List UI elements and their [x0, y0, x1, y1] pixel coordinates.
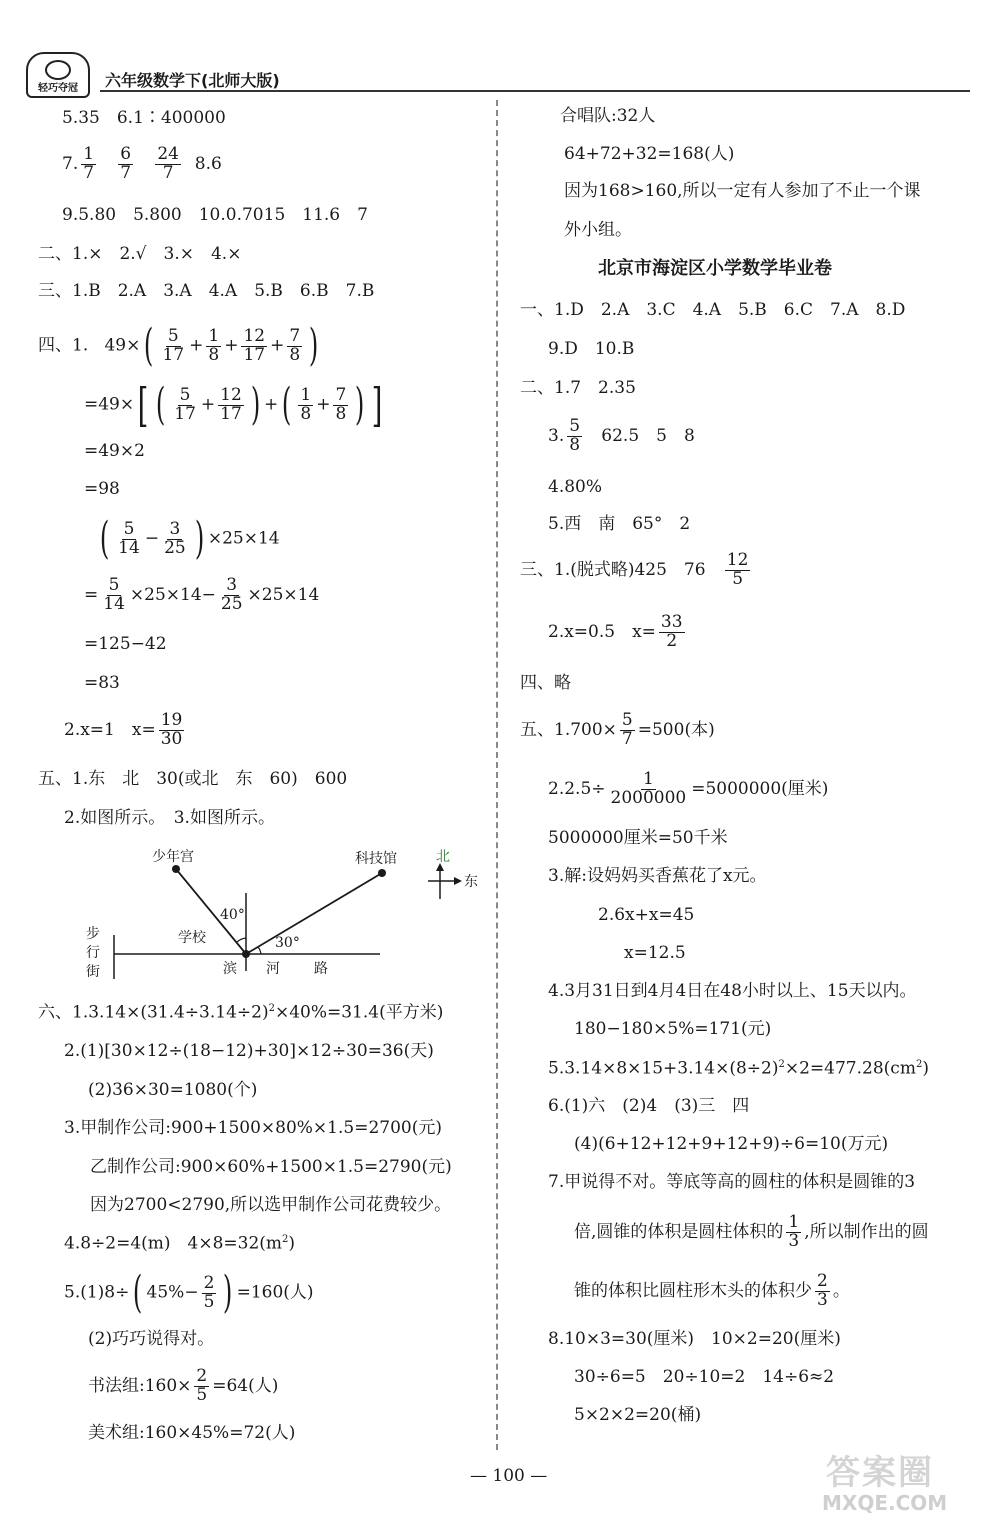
brand-logo [26, 52, 90, 98]
svg-text:滨: 滨 [223, 961, 237, 977]
answer-line: (2)巧巧说得对。 [88, 1329, 215, 1349]
equation-line: = $\frac{5}{14}$ ×25×14− $\frac{3}{25}$ ×25×14 [84, 575, 320, 614]
answer-line: $5.3.14\times 8\times 15+3.14\times(8\div 2)^2\times 2=477.28(cm^2)$ [548, 1058, 929, 1079]
equation-line: 书法组:160× $\frac{2}{5}$ =64(人) [88, 1366, 279, 1405]
equation-line: 5.(1)8÷( 45%− $\frac{2}{5}$ ) =160(人) [64, 1267, 314, 1318]
equation-line: 3. $\frac{5}{8}$ 62.5 5 8 [548, 416, 695, 455]
label-school: 学校 [178, 930, 206, 946]
logo-text: 轻巧夺冠 [38, 83, 78, 94]
equation-line: ( $\frac{5}{14}$ − $\frac{3}{25}$ ) ×25×14 [99, 513, 280, 564]
answer-line: 5.西 南 65° 2 [548, 514, 691, 534]
svg-text:东: 东 [464, 874, 478, 890]
item-number: 7. [62, 153, 79, 174]
compass-icon [428, 849, 478, 899]
answer-line: 6.(1)六 (2)4 (3)三 四 [548, 1096, 750, 1116]
answer-line: 2.(1)[30×12÷(18−12)+30]×12÷30=36(天) [64, 1041, 434, 1061]
svg-text:北: 北 [436, 849, 450, 865]
svg-text:答案圈: 答案圈 [826, 1453, 934, 1493]
answer-line: 4.80% [548, 477, 603, 497]
answer-line: 六、$1.3.14\times(31.4\div 3.14\div 2)^2\times 40\%=31.4$(平方米) [38, 1002, 444, 1023]
svg-text:步: 步 [86, 926, 100, 942]
answer-line: 因为2700<2790,所以选甲制作公司花费较少。 [90, 1195, 452, 1215]
answer-line: 四、略 [520, 673, 571, 693]
label-young-palace: 少年宫 [152, 849, 194, 865]
equation-line: 三、1.(脱式略)425 76 $\frac{12}{5}$ [520, 550, 749, 589]
answer-line: x=12.5 [624, 943, 686, 963]
equation-line: =49×[ ( $\frac{5}{17}$ + $\frac{12}{17}$ ) +( $\frac{1}{8}$ + $\frac{7}{8}$ ) ] [84, 378, 383, 432]
angle-40: 40° [220, 907, 245, 923]
answer-line: 5×2×2=20(桶) [574, 1405, 702, 1425]
equation-line: =125−42 [84, 634, 167, 654]
label-sci-museum: 科技馆 [355, 851, 397, 867]
answer-line: (4)(6+12+12+9+12+9)÷6=10(万元) [574, 1134, 889, 1154]
answer-line: 乙制作公司:900×60%+1500×1.5=2790(元) [90, 1157, 452, 1177]
svg-text:MXQE.COM: MXQE.COM [822, 1491, 948, 1514]
equation-line: 2.2.5÷ $\frac{1}{2000000}$ =5000000(厘米) [548, 769, 829, 808]
equation-line: 锥的体积比圆柱形木头的体积少 $\frac{2}{3}$ 。 [574, 1271, 850, 1310]
fraction: $\frac{6}{7}$ [120, 144, 132, 183]
answer-line: 2.6x+x=45 [598, 905, 695, 925]
answer-line: 4.8÷2=4(m) $4\times 8=32(m^2)$ [64, 1233, 296, 1254]
answer-line: 9.5.80 5.800 10.0.7015 11.6 7 [62, 205, 368, 225]
answer-line: 4.3月31日到4月4日在48小时以上、15天以内。 [548, 981, 917, 1001]
book-title: 六年级数学下(北师大版) [105, 71, 280, 90]
equation-line: 五、1.700× $\frac{5}{7}$ =500(本) [520, 710, 715, 749]
fraction: $\frac{1}{7}$ [83, 144, 95, 183]
answer-line: 五、1.东 北 30(或北 东 60) 600 [38, 769, 348, 789]
section-title: 北京市海淀区小学数学毕业卷 [598, 258, 832, 279]
equation-line: =83 [84, 673, 120, 693]
svg-text:街: 街 [86, 964, 100, 980]
answer-line: (2)36×30=1080(个) [88, 1080, 258, 1100]
mascot-icon [45, 60, 71, 80]
answer-line: 2.如图所示。 3.如图所示。 [64, 808, 275, 828]
answer-line: 7.甲说得不对。等底等高的圆柱的体积是圆锥的3 [548, 1172, 916, 1192]
answer-line: 3.解:设妈妈买香蕉花了x元。 [548, 866, 767, 886]
answer-line: 5000000厘米=50千米 [548, 828, 728, 848]
equation-line: =49×2 [84, 441, 145, 461]
svg-text:路: 路 [314, 961, 328, 977]
header-rule [100, 90, 970, 92]
answer-line: 外小组。 [564, 220, 632, 240]
answer-line: 3.甲制作公司:900+1500×80%×1.5=2700(元) [64, 1118, 442, 1138]
svg-text:河: 河 [266, 961, 280, 977]
answer-line: 30÷6=5 20÷10=2 14÷6≈2 [574, 1367, 835, 1387]
answer-line: 64+72+32=168(人) [564, 144, 735, 164]
page-number: — 100 — [470, 1466, 548, 1486]
answer-line: 8.10×3=30(厘米) 10×2=20(厘米) [548, 1329, 841, 1349]
answer-line: 三、1.B 2.A 3.A 4.A 5.B 6.B 7.B [38, 281, 375, 301]
answer-line: 因为168>160,所以一定有人参加了不止一个课 [564, 181, 921, 201]
svg-text:行: 行 [86, 945, 100, 961]
column-divider [496, 100, 498, 1450]
answer-line [62, 146, 222, 183]
equation-line: 2.x=0.5 x= $\frac{33}{2}$ [548, 612, 683, 651]
equation-line: 2.x=1 x= $\frac{19}{30}$ [64, 710, 183, 749]
answer-line: 二、1.7 2.35 [520, 378, 636, 398]
equation-line: =98 [84, 479, 120, 499]
answer-line: 合唱队:32人 [560, 106, 656, 126]
answer-line: 5.35 6.1∶400000 [62, 108, 226, 128]
answer-line: 二、1.× 2.√ 3.× 4.× [38, 244, 242, 264]
equation-line: 四、1. 49×( $\frac{5}{17}$ + $\frac{1}{8}$ + $\frac{12}{17}$ + $\frac{7}{8}$ ) [38, 320, 319, 371]
watermark-logo [818, 1452, 978, 1514]
angle-30: 30° [275, 935, 300, 951]
answer-line: 180−180×5%=171(元) [574, 1019, 772, 1039]
answer-line: 美术组:160×45%=72(人) [88, 1423, 296, 1443]
fraction: $\frac{24}{7}$ [157, 144, 179, 183]
answer-text: 8.6 [194, 153, 222, 174]
answer-line: 9.D 10.B [548, 339, 635, 359]
equation-line: 倍,圆锥的体积是圆柱体积的 $\frac{1}{3}$ ,所以制作出的圆 [574, 1212, 929, 1251]
direction-diagram [80, 843, 500, 993]
answer-line: 一、1.D 2.A 3.C 4.A 5.B 6.C 7.A 8.D [520, 300, 906, 320]
